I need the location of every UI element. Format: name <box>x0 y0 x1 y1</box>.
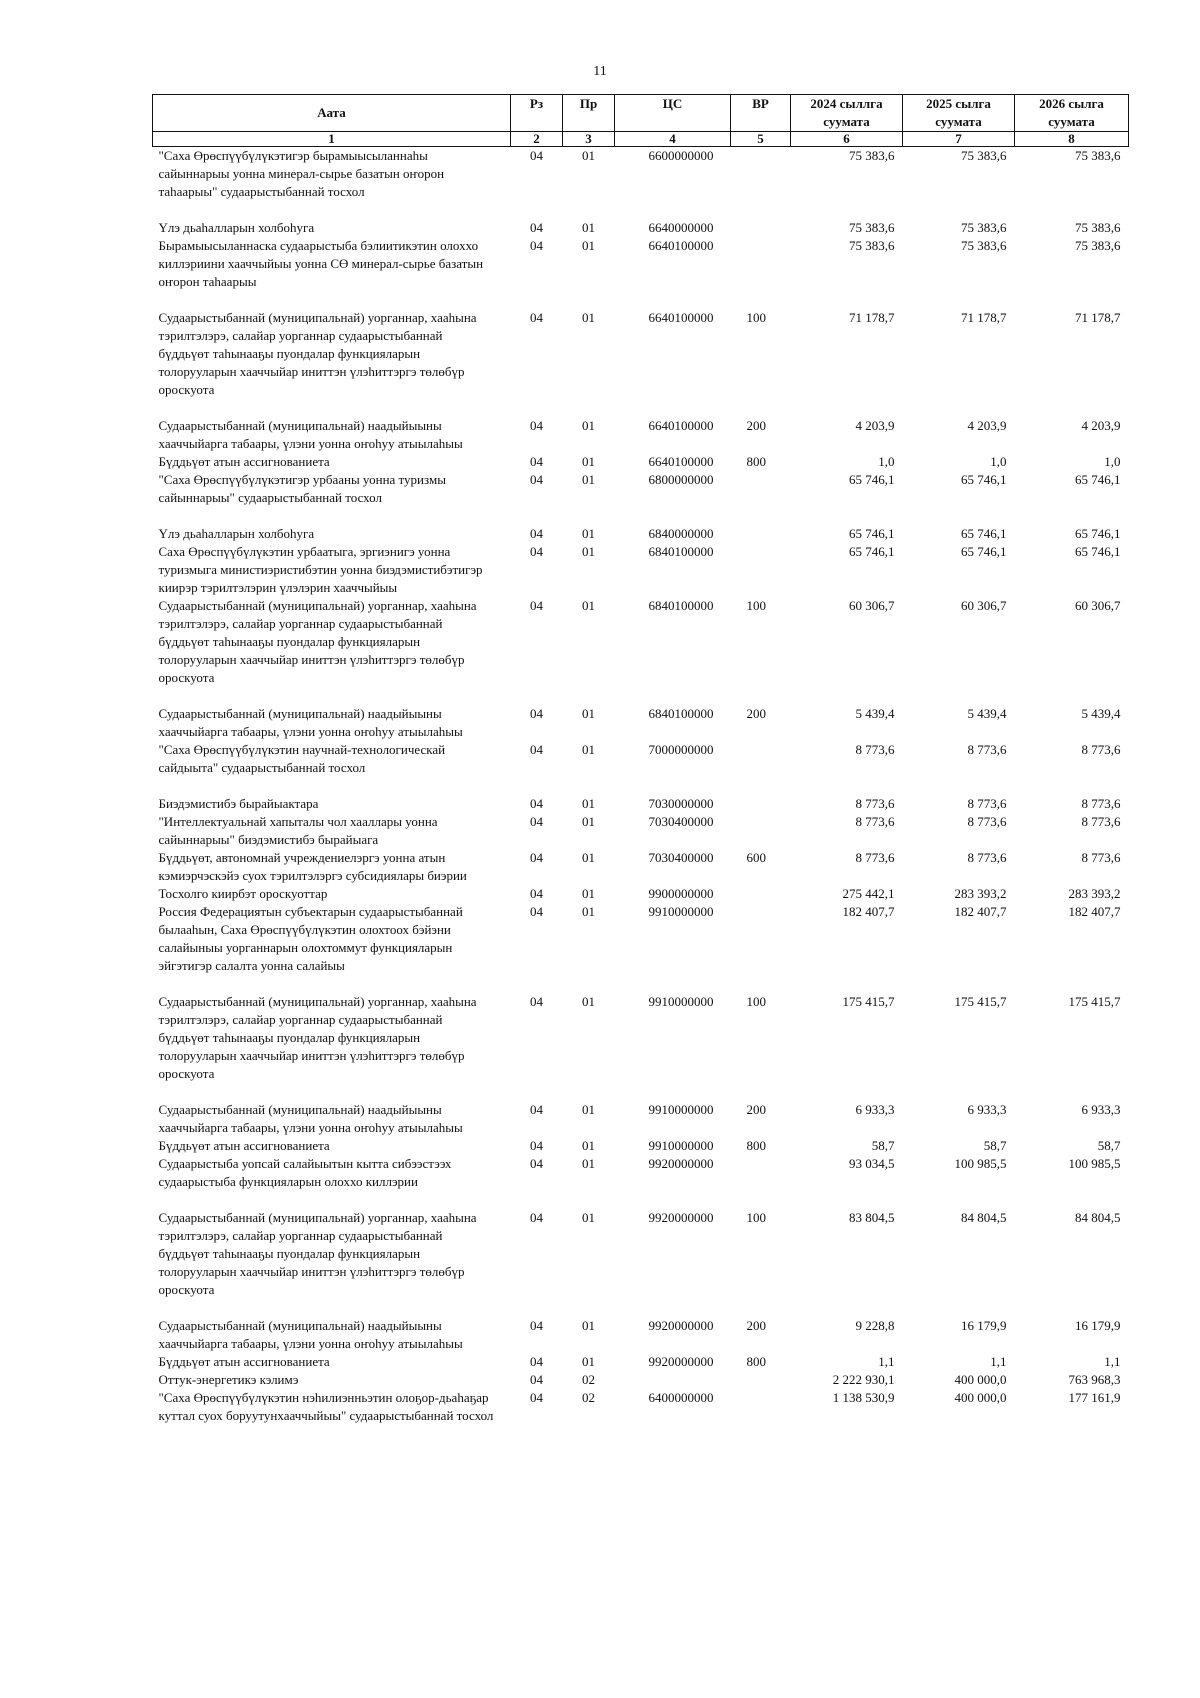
row-pr-cell: 01 <box>582 148 595 163</box>
row-cs-cell: 9920000000 <box>648 1354 714 1369</box>
row-rz-cell: 04 <box>530 220 543 235</box>
table-row <box>153 147 1129 220</box>
row-vr-cell: 100 <box>746 1210 766 1225</box>
row-rz-cell: 04 <box>530 994 543 1009</box>
row-rz-cell: 04 <box>530 454 543 469</box>
row-sum-2025-cell: 65 746,1 <box>961 472 1007 487</box>
row-sum-2024-cell: 75 383,6 <box>849 238 895 253</box>
table-row <box>153 237 1129 309</box>
row-sum-2026-cell: 177 161,9 <box>1068 1390 1121 1405</box>
row-name-cell: Бүддьүөт, автономнай учреждениелэргэ уонна атын кэмиэрчэскэйэ суох тэрилтэлэргэ субсидиялары биэрии <box>158 850 467 883</box>
row-sum-2025-cell: 4 203,9 <box>967 418 1007 433</box>
row-pr-cell: 01 <box>582 904 595 919</box>
row-sum-2025-cell: 75 383,6 <box>961 238 1007 253</box>
row-pr-cell: 02 <box>582 1372 595 1387</box>
row-pr-cell: 01 <box>582 1102 595 1117</box>
row-sum-2025-cell: 8 773,6 <box>967 796 1007 811</box>
row-vr-cell <box>731 471 791 525</box>
row-sum-2026-cell: 8 773,6 <box>1081 814 1121 829</box>
row-sum-2025-cell: 58,7 <box>983 1138 1007 1153</box>
row-pr-cell: 01 <box>582 796 595 811</box>
row-rz-cell: 04 <box>530 1372 543 1387</box>
row-rz-cell: 04 <box>530 850 543 865</box>
row-vr-cell: 100 <box>746 598 766 613</box>
row-sum-2024-cell: 6 933,3 <box>855 1102 895 1117</box>
table-row <box>153 1137 1129 1155</box>
row-vr-cell <box>731 813 791 849</box>
row-sum-2024-cell: 175 415,7 <box>842 994 895 1009</box>
row-cs-cell: 9920000000 <box>648 1156 714 1171</box>
row-cs-cell: 6640100000 <box>648 454 714 469</box>
row-sum-2026-cell: 65 746,1 <box>1075 472 1121 487</box>
row-sum-2026-cell: 75 383,6 <box>1075 238 1121 253</box>
row-rz-cell: 04 <box>530 1138 543 1153</box>
row-cs-cell: 6600000000 <box>648 148 714 163</box>
row-cs-cell: 9910000000 <box>648 1138 714 1153</box>
header-rz: Рз <box>511 95 563 132</box>
row-pr-cell: 01 <box>582 850 595 865</box>
row-sum-2025-cell: 1,0 <box>990 454 1007 469</box>
row-cs-cell: 6640000000 <box>648 220 714 235</box>
row-sum-2026-cell: 8 773,6 <box>1081 796 1121 811</box>
row-rz-cell: 04 <box>530 418 543 433</box>
row-sum-2024-cell: 93 034,5 <box>849 1156 895 1171</box>
row-pr-cell: 01 <box>582 238 595 253</box>
row-vr-cell: 800 <box>746 1138 766 1153</box>
row-sum-2025-cell: 65 746,1 <box>961 526 1007 541</box>
row-sum-2025-cell: 1,1 <box>990 1354 1007 1369</box>
row-sum-2025-cell: 400 000,0 <box>954 1390 1007 1405</box>
row-sum-2026-cell: 5 439,4 <box>1081 706 1121 721</box>
row-name-cell: Тосхолго киирбэт ороскуоттар <box>158 886 328 901</box>
table-row <box>153 993 1129 1101</box>
table-row <box>153 813 1129 849</box>
row-rz-cell: 04 <box>530 1156 543 1171</box>
row-sum-2026-cell: 58,7 <box>1097 1138 1121 1153</box>
row-rz-cell: 04 <box>530 1354 543 1369</box>
row-rz-cell: 04 <box>530 886 543 901</box>
row-sum-2024-cell: 65 746,1 <box>849 472 895 487</box>
row-name-cell: Судаарыстыбаннай (муниципальнай) уорганнар, хааһына тэрилтэлэрэ, салайар уорганнар судаарыстыбаннай бүддьүөт таһынааҕы пуондалар функцияларын толорууларын хааччыйар иниттэн үлэһиттэргэ төлөбүр ороскуота <box>158 598 477 685</box>
row-name-cell: Үлэ дьаһалларын холбоһуга <box>158 526 315 541</box>
row-sum-2025-cell: 400 000,0 <box>954 1372 1007 1387</box>
row-rz-cell: 04 <box>530 472 543 487</box>
page-number: 11 <box>593 64 607 79</box>
row-rz-cell: 04 <box>530 706 543 721</box>
row-pr-cell: 01 <box>582 220 595 235</box>
row-sum-2024-cell: 5 439,4 <box>855 706 895 721</box>
row-pr-cell: 01 <box>582 310 595 325</box>
table-body <box>153 147 1129 1426</box>
table-row <box>153 597 1129 705</box>
row-sum-2025-cell: 71 178,7 <box>961 310 1007 325</box>
table-row <box>153 1209 1129 1317</box>
table-row <box>153 885 1129 903</box>
row-vr-cell <box>731 147 791 220</box>
row-pr-cell: 01 <box>582 1354 595 1369</box>
row-vr-cell <box>731 741 791 795</box>
row-sum-2025-cell: 84 804,5 <box>961 1210 1007 1225</box>
row-sum-2026-cell: 283 393,2 <box>1068 886 1121 901</box>
header-cs: ЦС <box>615 95 731 132</box>
table-row <box>153 741 1129 795</box>
row-sum-2025-cell: 60 306,7 <box>961 598 1007 613</box>
header-2026: 2026 сылга суумата <box>1015 95 1129 132</box>
row-name-cell: "Саха Өрөспүүбүлүкэтигэр урбааны уонна туризмы сайыннарыы" судаарыстыбаннай тосхол <box>158 472 446 505</box>
row-cs-cell: 9910000000 <box>648 1102 714 1117</box>
row-rz-cell: 04 <box>530 1318 543 1333</box>
column-number: 2 <box>511 132 563 147</box>
row-sum-2024-cell: 8 773,6 <box>855 814 895 829</box>
row-sum-2024-cell: 2 222 930,1 <box>832 1372 895 1387</box>
row-pr-cell: 01 <box>582 598 595 613</box>
row-vr-cell <box>731 885 791 903</box>
row-pr-cell: 01 <box>582 418 595 433</box>
row-sum-2025-cell: 8 773,6 <box>967 814 1007 829</box>
row-vr-cell: 800 <box>746 1354 766 1369</box>
header-vr: ВР <box>731 95 791 132</box>
row-name-cell: Судаарыстыба уопсай салайыытын кытта сибээстээх судаарыстыба функцияларын олоххо киллэрии <box>158 1156 452 1189</box>
row-cs-cell <box>615 1371 731 1389</box>
row-cs-cell: 6840000000 <box>648 526 714 541</box>
row-sum-2026-cell: 8 773,6 <box>1081 850 1121 865</box>
row-pr-cell: 01 <box>582 1138 595 1153</box>
row-vr-cell <box>731 1371 791 1389</box>
row-cs-cell: 6840100000 <box>648 544 714 559</box>
row-sum-2026-cell: 1,1 <box>1104 1354 1121 1369</box>
row-name-cell: Судаарыстыбаннай (муниципальнай) уорганнар, хааһына тэрилтэлэрэ, салайар уорганнар судаарыстыбаннай бүддьүөт таһынааҕы пуондалар функцияларын толорууларын хааччыйар иниттэн үлэһиттэргэ төлөбүр ороскуота <box>158 310 477 397</box>
row-sum-2024-cell: 83 804,5 <box>849 1210 895 1225</box>
header-2025: 2025 сылга суумата <box>903 95 1015 132</box>
row-vr-cell: 200 <box>746 1318 766 1333</box>
row-sum-2025-cell: 75 383,6 <box>961 148 1007 163</box>
row-cs-cell: 6400000000 <box>648 1390 714 1405</box>
table-row <box>153 309 1129 417</box>
row-sum-2024-cell: 75 383,6 <box>849 220 895 235</box>
row-sum-2026-cell: 71 178,7 <box>1075 310 1121 325</box>
row-cs-cell: 7030400000 <box>648 814 714 829</box>
row-rz-cell: 04 <box>530 238 543 253</box>
table-row <box>153 453 1129 471</box>
table-row <box>153 1353 1129 1371</box>
column-number: 4 <box>615 132 731 147</box>
row-sum-2026-cell: 4 203,9 <box>1081 418 1121 433</box>
table-row <box>153 471 1129 525</box>
table-row <box>153 849 1129 885</box>
row-sum-2025-cell: 8 773,6 <box>967 850 1007 865</box>
row-cs-cell: 9910000000 <box>648 904 714 919</box>
column-number: 8 <box>1015 132 1129 147</box>
budget-table <box>152 94 1129 1425</box>
column-number: 5 <box>731 132 791 147</box>
row-pr-cell: 01 <box>582 886 595 901</box>
row-cs-cell: 6640100000 <box>648 310 714 325</box>
row-sum-2026-cell: 84 804,5 <box>1075 1210 1121 1225</box>
row-sum-2024-cell: 8 773,6 <box>855 850 895 865</box>
row-sum-2024-cell: 58,7 <box>871 1138 895 1153</box>
row-vr-cell: 100 <box>746 994 766 1009</box>
row-pr-cell: 01 <box>582 1156 595 1171</box>
row-rz-cell: 04 <box>530 1102 543 1117</box>
row-name-cell: Судаарыстыбаннай (муниципальнай) уорганнар, хааһына тэрилтэлэрэ, салайар уорганнар судаарыстыбаннай бүддьүөт таһынааҕы пуондалар функцияларын толорууларын хааччыйар иниттэн үлэһиттэргэ төлөбүр ороскуота <box>158 994 477 1081</box>
row-rz-cell: 04 <box>530 544 543 559</box>
row-cs-cell: 9920000000 <box>648 1210 714 1225</box>
row-rz-cell: 04 <box>530 814 543 829</box>
table-row <box>153 705 1129 741</box>
row-sum-2024-cell: 9 228,8 <box>855 1318 895 1333</box>
row-vr-cell <box>731 237 791 309</box>
row-name-cell: Бүддьүөт атын ассигнованиета <box>158 1138 330 1153</box>
row-pr-cell: 01 <box>582 472 595 487</box>
row-sum-2024-cell: 182 407,7 <box>842 904 895 919</box>
row-sum-2024-cell: 8 773,6 <box>855 742 895 757</box>
row-cs-cell: 7000000000 <box>648 742 714 757</box>
row-rz-cell: 04 <box>530 1210 543 1225</box>
row-vr-cell <box>731 1389 791 1425</box>
row-name-cell: Судаарыстыбаннай (муниципальнай) наадыйыыны хааччыйарга табаары, үлэни уонна оҥоһуу атыылаһыы <box>158 1318 463 1351</box>
table-row <box>153 417 1129 453</box>
row-sum-2025-cell: 5 439,4 <box>967 706 1007 721</box>
row-vr-cell: 100 <box>746 310 766 325</box>
row-vr-cell <box>731 543 791 597</box>
row-vr-cell: 600 <box>746 850 766 865</box>
row-pr-cell: 01 <box>582 526 595 541</box>
row-pr-cell: 01 <box>582 706 595 721</box>
row-name-cell: Бүддьүөт атын ассигнованиета <box>158 1354 330 1369</box>
row-pr-cell: 01 <box>582 544 595 559</box>
row-rz-cell: 04 <box>530 1390 543 1405</box>
row-sum-2025-cell: 182 407,7 <box>954 904 1007 919</box>
row-vr-cell <box>731 219 791 237</box>
row-sum-2026-cell: 8 773,6 <box>1081 742 1121 757</box>
header-row <box>153 95 1129 132</box>
row-sum-2026-cell: 6 933,3 <box>1081 1102 1121 1117</box>
row-vr-cell <box>731 903 791 993</box>
row-sum-2024-cell: 60 306,7 <box>849 598 895 613</box>
row-sum-2024-cell: 65 746,1 <box>849 544 895 559</box>
column-number-row <box>153 132 1129 147</box>
row-cs-cell: 6840100000 <box>648 598 714 613</box>
row-sum-2026-cell: 100 985,5 <box>1068 1156 1121 1171</box>
row-vr-cell: 200 <box>746 418 766 433</box>
row-sum-2025-cell: 16 179,9 <box>961 1318 1007 1333</box>
row-name-cell: "Интеллектуальнай хапыталы чол хааллары уонна сайыннарыы" биэдэмистибэ бырайыага <box>158 814 438 847</box>
table-row <box>153 903 1129 993</box>
row-sum-2025-cell: 8 773,6 <box>967 742 1007 757</box>
row-cs-cell: 6840100000 <box>648 706 714 721</box>
row-sum-2025-cell: 283 393,2 <box>954 886 1007 901</box>
row-pr-cell: 02 <box>582 1390 595 1405</box>
row-sum-2025-cell: 65 746,1 <box>961 544 1007 559</box>
row-name-cell: Россия Федерациятын субъектарын судаарыстыбаннай былааһын, Саха Өрөспүүбүлүкэтин олохтоох бэйэни салайыныы уорганнарын олохтоммут функцияларын эйгэтигэр салалта уонна салайыы <box>158 904 463 973</box>
row-pr-cell: 01 <box>582 814 595 829</box>
row-vr-cell: 800 <box>746 454 766 469</box>
row-sum-2026-cell: 16 179,9 <box>1075 1318 1121 1333</box>
row-sum-2024-cell: 1 138 530,9 <box>832 1390 895 1405</box>
row-rz-cell: 04 <box>530 310 543 325</box>
row-vr-cell <box>731 525 791 543</box>
row-cs-cell: 6640100000 <box>648 238 714 253</box>
row-sum-2026-cell: 175 415,7 <box>1068 994 1121 1009</box>
column-number: 3 <box>563 132 615 147</box>
row-sum-2026-cell: 182 407,7 <box>1068 904 1121 919</box>
row-name-cell: Судаарыстыбаннай (муниципальнай) уорганнар, хааһына тэрилтэлэрэ, салайар уорганнар судаарыстыбаннай бүддьүөт таһынааҕы пуондалар функцияларын толорууларын хааччыйар иниттэн үлэһиттэргэ төлөбүр ороскуота <box>158 1210 477 1297</box>
row-name-cell: Бүддьүөт атын ассигнованиета <box>158 454 330 469</box>
row-sum-2026-cell: 65 746,1 <box>1075 544 1121 559</box>
row-pr-cell: 01 <box>582 742 595 757</box>
row-cs-cell: 9910000000 <box>648 994 714 1009</box>
row-sum-2026-cell: 75 383,6 <box>1075 148 1121 163</box>
row-sum-2024-cell: 4 203,9 <box>855 418 895 433</box>
row-vr-cell <box>731 1155 791 1209</box>
row-sum-2024-cell: 8 773,6 <box>855 796 895 811</box>
row-sum-2026-cell: 1,0 <box>1104 454 1121 469</box>
header-2024: 2024 сыллга суумата <box>791 95 903 132</box>
row-cs-cell: 6640100000 <box>648 418 714 433</box>
table-row <box>153 219 1129 237</box>
row-sum-2026-cell: 60 306,7 <box>1075 598 1121 613</box>
header-pr: Пр <box>563 95 615 132</box>
row-sum-2025-cell: 175 415,7 <box>954 994 1007 1009</box>
row-sum-2026-cell: 75 383,6 <box>1075 220 1121 235</box>
row-name-cell: Бырамыысыланнаска судаарыстыба бэлиитикэтин олоххо киллэриини хааччыйыы уонна СӨ минерал-сырье базатын оҥорон таһаарыы <box>158 238 484 289</box>
row-name-cell: Судаарыстыбаннай (муниципальнай) наадыйыыны хааччыйарга табаары, үлэни уонна оҥоһуу атыылаһыы <box>158 1102 463 1135</box>
row-sum-2024-cell: 65 746,1 <box>849 526 895 541</box>
row-sum-2025-cell: 100 985,5 <box>954 1156 1007 1171</box>
row-rz-cell: 04 <box>530 148 543 163</box>
row-pr-cell: 01 <box>582 994 595 1009</box>
row-name-cell: Оттук-энергетикэ кэлимэ <box>158 1372 299 1387</box>
column-number: 1 <box>153 132 511 147</box>
row-pr-cell: 01 <box>582 454 595 469</box>
table-row <box>153 543 1129 597</box>
row-sum-2024-cell: 1,0 <box>878 454 895 469</box>
row-vr-cell: 200 <box>746 1102 766 1117</box>
row-cs-cell: 9900000000 <box>648 886 714 901</box>
row-sum-2024-cell: 71 178,7 <box>849 310 895 325</box>
column-number: 6 <box>791 132 903 147</box>
row-sum-2024-cell: 275 442,1 <box>842 886 895 901</box>
row-sum-2025-cell: 6 933,3 <box>967 1102 1007 1117</box>
header-name: Аата <box>153 95 511 132</box>
column-number: 7 <box>903 132 1015 147</box>
row-vr-cell <box>731 795 791 813</box>
row-rz-cell: 04 <box>530 526 543 541</box>
row-name-cell: "Саха Өрөспүүбүлүкэтин нэһилиэнньэтин олоҕор-дьаһаҕар куттал суох боруутунхааччыйыы" судаарыстыбаннай тосхол <box>158 1390 494 1423</box>
table-row <box>153 795 1129 813</box>
table-row <box>153 1317 1129 1353</box>
row-name-cell: Биэдэмистибэ бырайыактара <box>158 796 319 811</box>
table-row <box>153 525 1129 543</box>
row-cs-cell: 7030000000 <box>648 796 714 811</box>
row-name-cell: Үлэ дьаһалларын холбоһуга <box>158 220 315 235</box>
row-rz-cell: 04 <box>530 742 543 757</box>
row-cs-cell: 6800000000 <box>648 472 714 487</box>
row-sum-2026-cell: 65 746,1 <box>1075 526 1121 541</box>
row-sum-2026-cell: 763 968,3 <box>1068 1372 1121 1387</box>
table-row <box>153 1101 1129 1137</box>
table-row <box>153 1155 1129 1209</box>
table-row <box>153 1371 1129 1389</box>
row-name-cell: "Саха Өрөспүүбүлүкэтин научнай-технологическай сайдыыта" судаарыстыбаннай тосхол <box>158 742 446 775</box>
row-rz-cell: 04 <box>530 796 543 811</box>
row-name-cell: "Саха Өрөспүүбүлүкэтигэр бырамыысыланнаһы сайыннарыы уонна минерал-сырье базатын оҥорон таһаарыы" судаарыстыбаннай тосхол <box>158 148 445 199</box>
row-vr-cell: 200 <box>746 706 766 721</box>
row-cs-cell: 7030400000 <box>648 850 714 865</box>
row-sum-2024-cell: 75 383,6 <box>849 148 895 163</box>
row-name-cell: Саха Өрөспүүбүлүкэтин урбаатыга, эргиэнигэ уонна туризмыга министиэристибэтин уонна биэдэмистибэтигэр киирэр тэрилтэлэрин үлэлэрин хааччыйыы <box>158 544 483 595</box>
row-cs-cell: 9920000000 <box>648 1318 714 1333</box>
row-rz-cell: 04 <box>530 598 543 613</box>
row-name-cell: Судаарыстыбаннай (муниципальнай) наадыйыыны хааччыйарга табаары, үлэни уонна оҥоһуу атыылаһыы <box>158 706 463 739</box>
table-row <box>153 1389 1129 1425</box>
row-sum-2025-cell: 75 383,6 <box>961 220 1007 235</box>
row-sum-2024-cell: 1,1 <box>878 1354 895 1369</box>
row-rz-cell: 04 <box>530 904 543 919</box>
row-pr-cell: 01 <box>582 1318 595 1333</box>
row-pr-cell: 01 <box>582 1210 595 1225</box>
row-name-cell: Судаарыстыбаннай (муниципальнай) наадыйыыны хааччыйарга табаары, үлэни уонна оҥоһуу атыылаһыы <box>158 418 463 451</box>
